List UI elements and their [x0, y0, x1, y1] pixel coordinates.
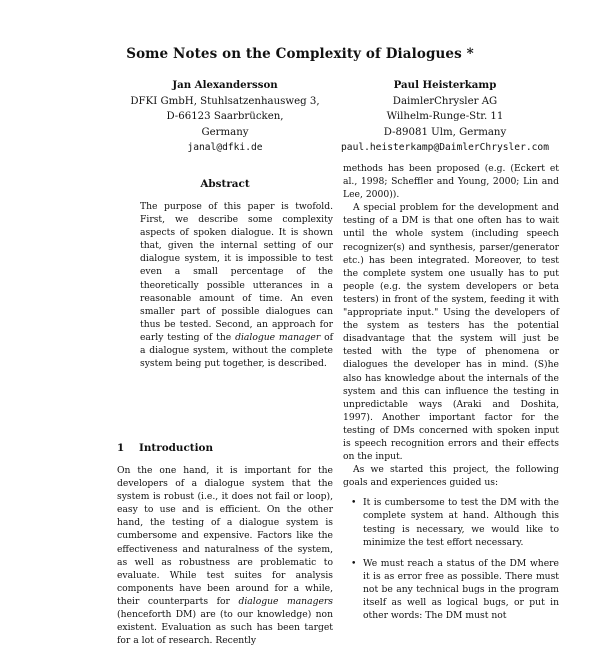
- author-email: paul.heisterkamp@DaimlerChrysler.com: [341, 142, 549, 153]
- paragraph: As we started this project, the following goals and experiences guided us:: [343, 464, 559, 489]
- list-item-text: We must reach a status of the DM where it is as error free as possible. There must not be any technical bugs in the program itself as well as logical bugs, or put in other words: The DM must not: [363, 557, 559, 622]
- author-email: janal@dfki.de: [187, 142, 263, 153]
- abstract-part: The purpose of this paper is twofold. First, we describe some complexity aspects of spoken dialogue. It is shown that, given the internal setting of our dialogue system, it is impossible to test even a small percentage of the theoretically possible utterances in a reasonable amount of time. An even smaller part of possible dialogues can thus be tested. Second, an approach for early testing of the: [140, 201, 333, 343]
- right-column: [343, 162, 559, 622]
- section-heading: [117, 442, 213, 454]
- paragraph: A special problem for the development and testing of a DM is that one often has to wait until the whole system (including speech recognizer(s) and synthesis, parser/generator etc.) has been integrated. Moreover, to test the complete system one usually has to put people (e.g. the system developers or beta testers) in front of the system, feeding it with "appropriate input." Using the developers of the system as testers has the potential disadvantage that the system will just be tested with the type of phenomena or dialogues the developer has in mind. (S)he also has knowledge about the internals of the system and this can influence the testing in unpredictable ways (Araki and Doshita, 1997). Another important factor for the testing of DMs concerned with spoken input is speech recognition errors and their effects on the input.: [343, 202, 559, 463]
- section-number: 1: [117, 442, 125, 454]
- author-country: Germany: [201, 126, 249, 138]
- abstract-emphasis: dialogue manager: [235, 331, 321, 343]
- author-address: D-66123 Saarbrücken,: [166, 111, 284, 122]
- author-address: Wilhelm-Runge-Str. 11: [386, 111, 504, 122]
- intro-part: (henceforth DM) are (to our knowledge) non existent. Evaluation as such has been target for a lot of research. Recently: [117, 609, 333, 647]
- list-item: [343, 557, 559, 622]
- author-name: Jan Alexandersson: [172, 79, 278, 91]
- section-title: Introduction: [139, 442, 213, 454]
- bullet-icon: •: [351, 557, 357, 569]
- intro-part: On the one hand, it is important for the developers of a dialogue system that the system is robust (i.e., it does not fail or loop), easy to use and is efficient. On the other hand, the testing of a dialogue system is cumbersome and expensive. Factors like the effectiveness and naturalness of the system, as well as robustness are problematic to evaluate. While test suites for analysis components have been around for a while, their counterparts for: [117, 465, 333, 607]
- list-item: [343, 496, 559, 548]
- author-block-2: [305, 78, 585, 156]
- intro-text: [117, 464, 334, 647]
- intro-emphasis: dialogue managers: [238, 595, 334, 607]
- abstract-heading: Abstract: [200, 178, 250, 190]
- abstract-part: of a dialogue system, without the complete system being put together, is described.: [140, 331, 334, 370]
- bullet-icon: •: [351, 497, 357, 509]
- author-country: D-89081 Ulm, Germany: [383, 126, 507, 138]
- abstract-text: [140, 200, 333, 370]
- author-affiliation: DFKI GmbH, Stuhlsatzenhausweg 3,: [130, 95, 320, 107]
- paper-title: Some Notes on the Complexity of Dialogues *: [126, 46, 474, 62]
- list-item-text: It is cumbersome to test the DM with the complete system at hand. Although this testing is necessary, we would like to minimize the test effort necessary.: [363, 497, 559, 548]
- author-name: Paul Heisterkamp: [393, 79, 497, 91]
- author-affiliation: DaimlerChrysler AG: [392, 95, 498, 107]
- paragraph: methods has been proposed (e.g. (Eckert et al., 1998; Scheffler and Young, 2000; Lin and Lee, 2000)).: [343, 163, 559, 201]
- goals-list: [343, 496, 559, 622]
